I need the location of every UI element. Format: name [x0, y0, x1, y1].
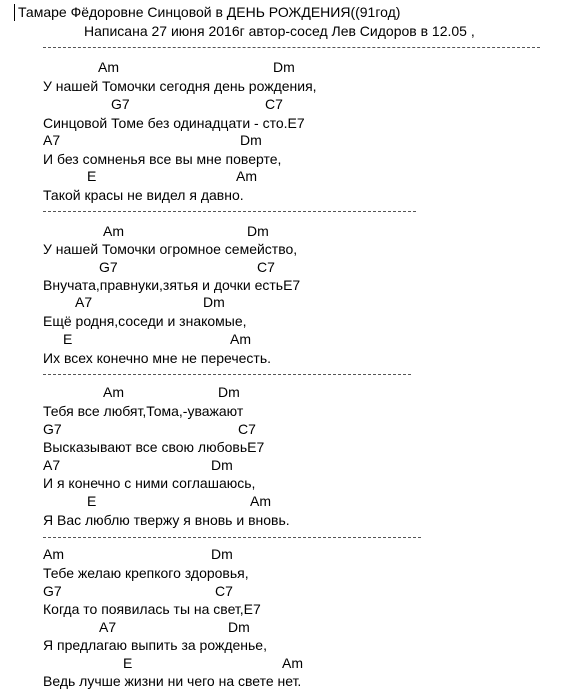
chord: Dm — [273, 59, 295, 75]
chord: E — [87, 493, 97, 509]
lyric-line: У нашей Томочки огромное семейство, — [43, 241, 298, 257]
chord: Am — [43, 546, 64, 562]
chord: G7 — [43, 583, 62, 599]
lyric-line: Я Вас люблю твержу я вновь и вновь. — [43, 512, 290, 528]
chord: C7 — [257, 259, 275, 275]
chord: A7 — [43, 132, 61, 148]
chord: E — [123, 655, 133, 671]
chord: G7 — [99, 259, 118, 275]
chord: Am — [103, 223, 124, 239]
chord: A7 — [43, 457, 61, 473]
lyric-line: Тебя все любят,Тома,-уважают — [43, 403, 244, 419]
chord: A7 — [75, 294, 93, 310]
lyric-line: Такой красы не видел я давно. — [43, 187, 244, 203]
chord: Dm — [228, 619, 250, 635]
chord: Dm — [247, 223, 269, 239]
chord: Am — [250, 493, 271, 509]
chord: C7 — [215, 583, 233, 599]
lyric-line: Тебе желаю крепкого здоровья, — [43, 565, 249, 581]
separator-line — [43, 537, 421, 538]
chord: Am — [236, 168, 257, 184]
chord: G7 — [43, 421, 62, 437]
lyric-line: Я предлагаю выпить за рожденье, — [43, 637, 267, 653]
chord: Am — [98, 59, 119, 75]
chord: G7 — [111, 96, 130, 112]
text-cursor — [14, 4, 15, 21]
lyric-line: И я конечно с ними соглашаюсь, — [43, 475, 256, 491]
lyric-line: У нашей Томочки сегодня день рождения, — [43, 78, 317, 94]
lyric-line: Их всех конечно мне не перечесть. — [43, 350, 272, 366]
chord: E — [87, 168, 97, 184]
lyric-line: Ещё родня,соседи и знакомые, — [43, 313, 247, 329]
separator-line — [43, 47, 540, 48]
chord: Dm — [203, 294, 225, 310]
lyric-line: Ведь лучше жизни ни чего на свете нет. — [43, 673, 302, 689]
chord: Am — [282, 655, 303, 671]
lyric-line: Высказывают все свою любовьE7 — [43, 439, 265, 455]
lyric-line: Внучата,правнуки,зятья и дочки естьE7 — [43, 277, 301, 293]
chord: C7 — [265, 96, 283, 112]
chord: Dm — [240, 132, 262, 148]
chord: Dm — [211, 457, 233, 473]
chord: Am — [230, 331, 251, 347]
chord: E — [63, 331, 73, 347]
chord: A7 — [99, 619, 117, 635]
song-title: Тамаре Фёдоровне Синцовой в ДЕНЬ РОЖДЕНИЯ((91год) — [18, 4, 401, 20]
chord: Dm — [211, 546, 233, 562]
lyric-line: Когда то появилась ты на свет,E7 — [43, 601, 261, 617]
separator-line — [43, 374, 411, 375]
separator-line — [43, 211, 416, 212]
lyric-line: И без сомненья все вы мне поверте, — [43, 151, 282, 167]
chord: Dm — [218, 384, 240, 400]
chord: Am — [103, 384, 124, 400]
chord: C7 — [238, 421, 256, 437]
lyric-line: Синцовой Томе без одинадцати - сто.E7 — [43, 115, 305, 131]
song-subtitle: Написана 27 июня 2016г автор-сосед Лев Сидоров в 12.05 , — [84, 23, 475, 39]
